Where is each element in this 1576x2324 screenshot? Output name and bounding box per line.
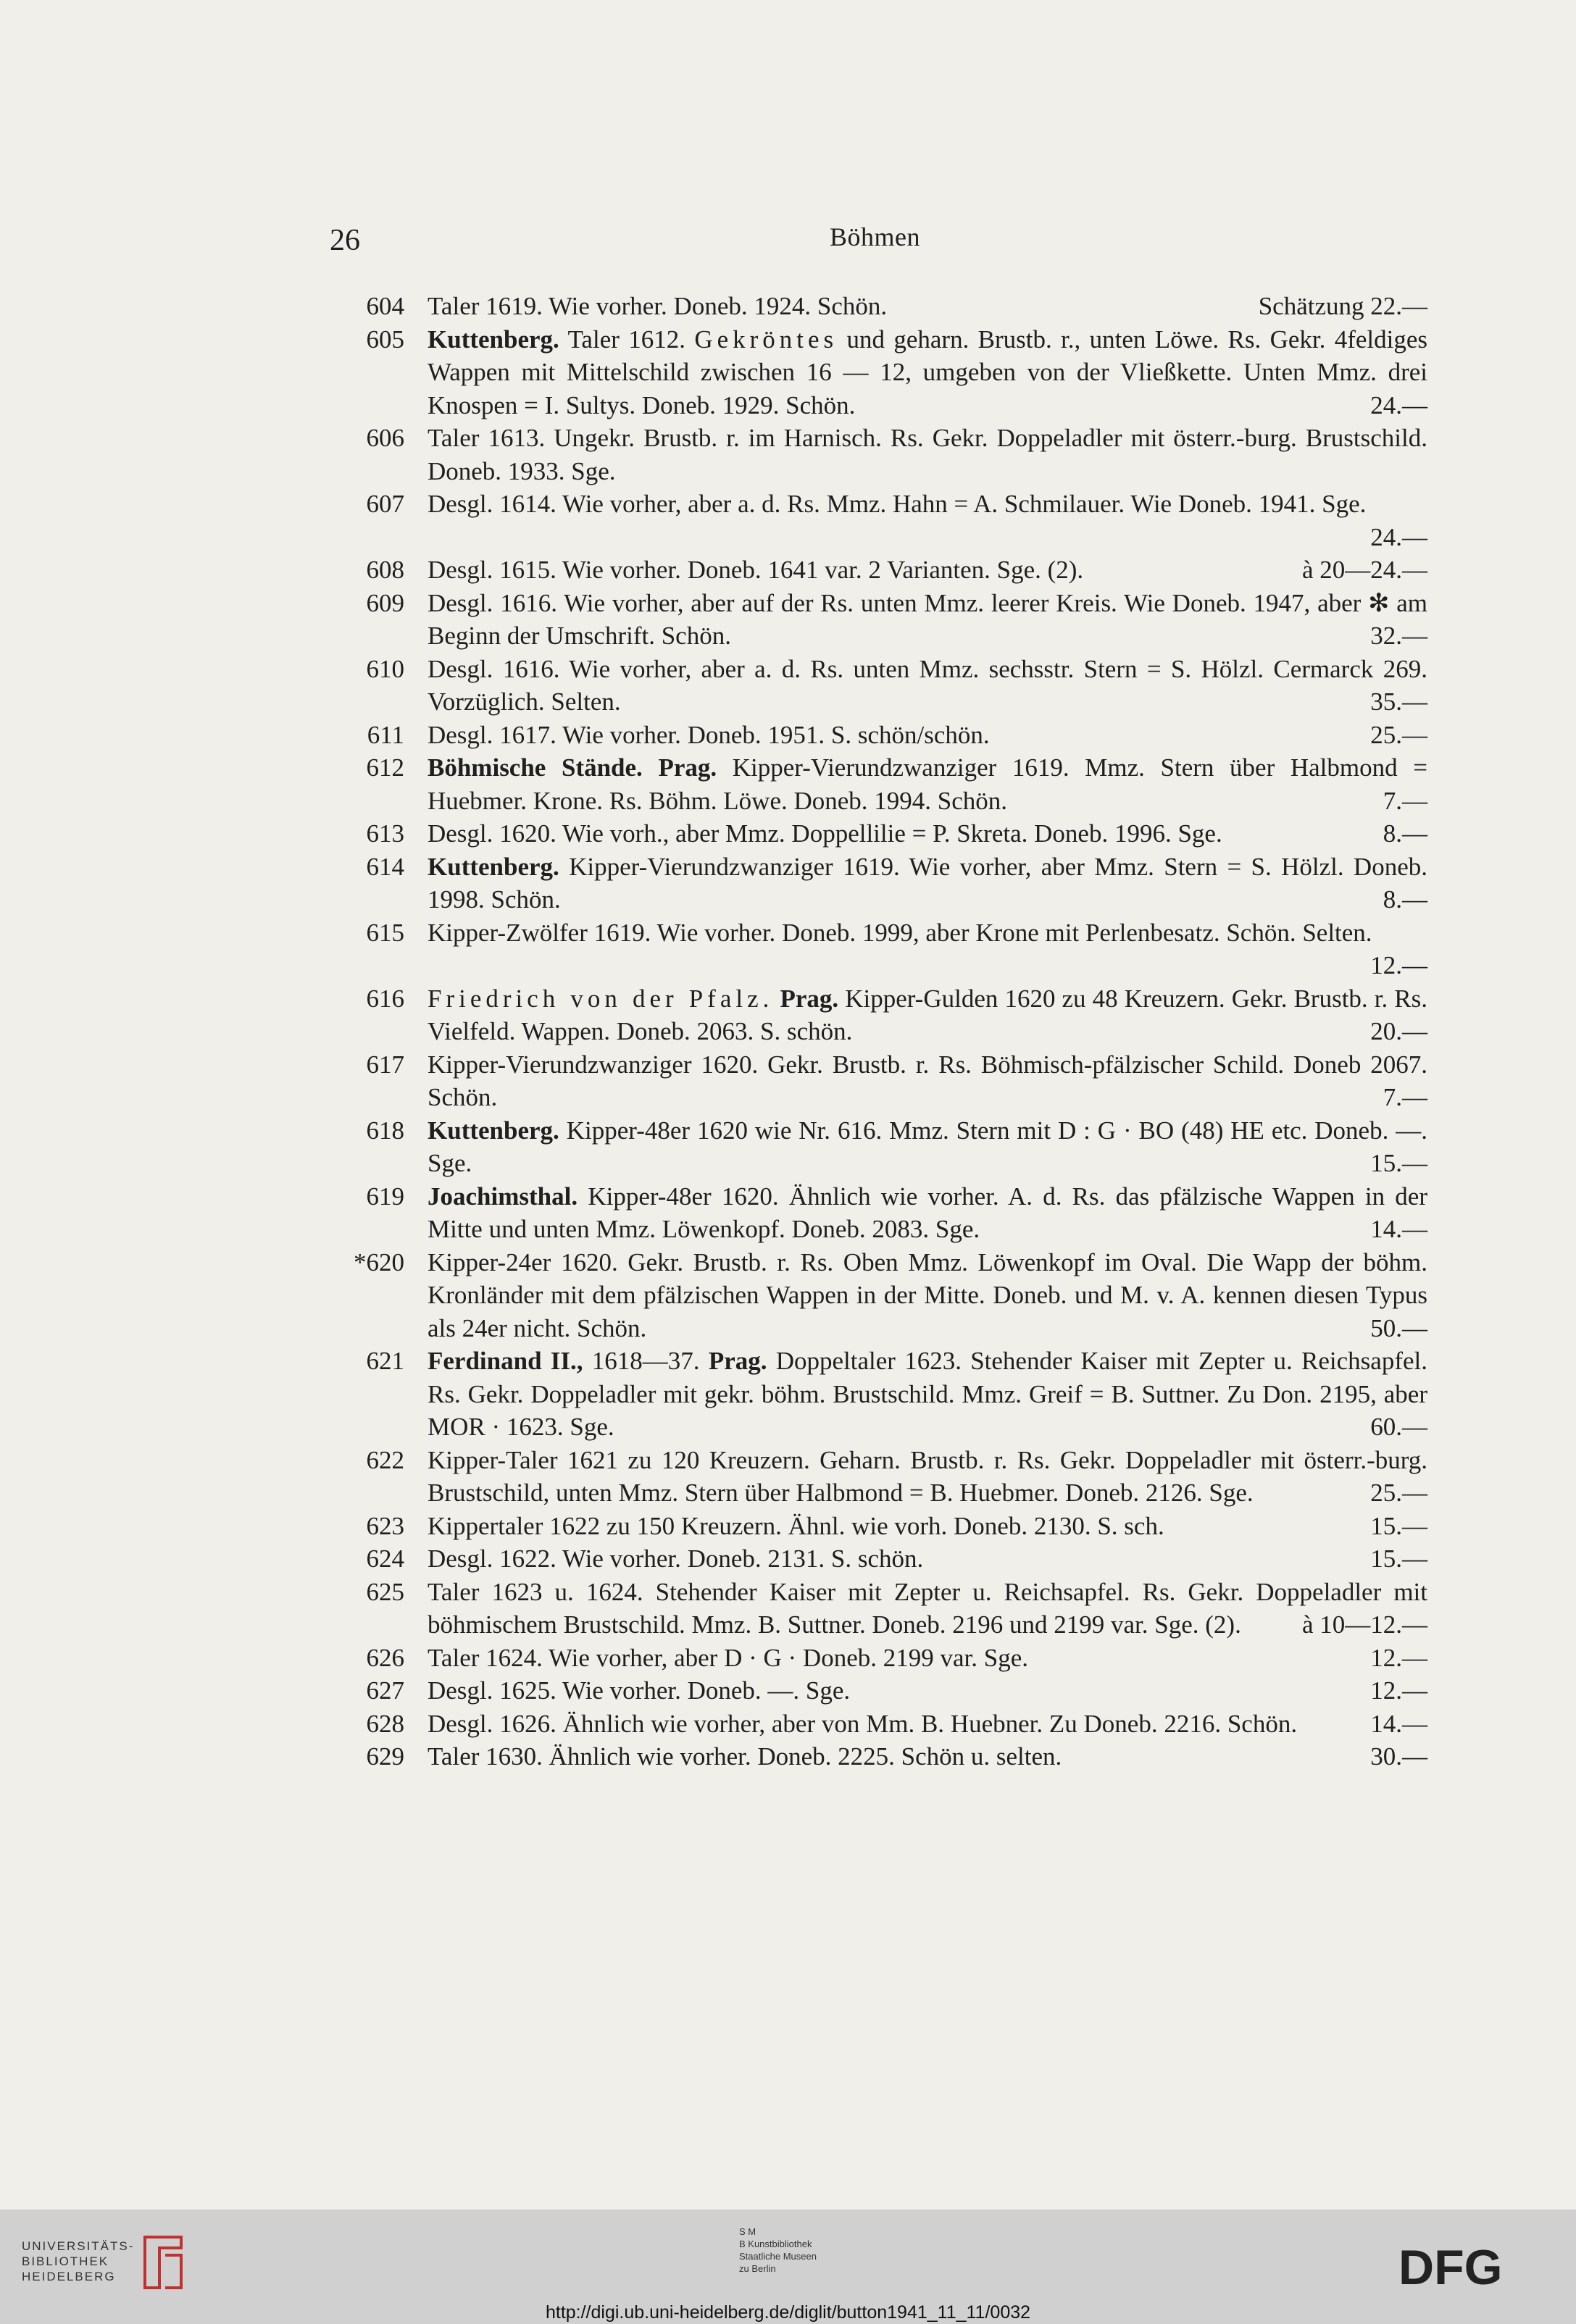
entry-text: Kuttenberg. xyxy=(428,325,559,354)
entry-price: 15.— xyxy=(1370,1149,1427,1177)
entry-price: 12.— xyxy=(1370,1676,1427,1705)
catalog-entry xyxy=(341,422,1427,488)
entry-description xyxy=(428,751,1427,817)
catalog-entry xyxy=(341,1180,1427,1246)
entry-price: 15.— xyxy=(1370,1545,1427,1573)
entry-text: Desgl. 1620. Wie vorh., aber Mmz. Doppellilie = P. Skreta. Doneb. 1996. Sge. xyxy=(428,819,1222,848)
entry-price: 12.— xyxy=(1370,1643,1427,1672)
entry-number: 606 xyxy=(366,424,404,452)
catalog-entry xyxy=(341,719,1427,752)
catalog-entry xyxy=(341,1510,1427,1543)
catalog-entry xyxy=(341,982,1427,1048)
entry-description xyxy=(428,1444,1427,1510)
entry-text: Taler 1623 u. 1624. Stehender Kaiser mit Zepter u. Reichsapfel. Rs. Gekr. Doppeladler mit böhmischem Brustschild. Mmz. B. Suttner. Doneb. 2196 und 2199 var. Sge. (2). xyxy=(428,1577,1427,1639)
catalog-entry xyxy=(341,1444,1427,1510)
entry-text: Friedrich von der Pfalz. xyxy=(428,984,774,1013)
entry-text: Prag. xyxy=(780,984,839,1013)
entry-number: 619 xyxy=(366,1182,404,1211)
catalog-entry xyxy=(341,1246,1427,1345)
entry-description xyxy=(428,1114,1427,1180)
catalog-entry xyxy=(341,850,1427,916)
entry-number: 613 xyxy=(366,819,404,848)
catalog-entry xyxy=(341,587,1427,653)
entry-text: Doppeltaler 1623. Stehender Kaiser mit Zepter u. Reichsapfel. Rs. Gekr. Doppeladler mit gekr. böhm. Brustschild. Mmz. Greif = B. Suttner. Zu Don. 2195, aber MOR · 1623. Sge. xyxy=(428,1347,1428,1441)
entry-number: 615 xyxy=(366,918,404,947)
entry-text: Kipper-48er 1620 wie Nr. 616. Mmz. Stern mit D : G · BO (48) HE etc. Doneb. —. Sge. xyxy=(428,1116,1427,1177)
entry-description xyxy=(428,817,1427,850)
entry-price: 15.— xyxy=(1370,1511,1427,1540)
entry-text: Joachimsthal. xyxy=(428,1182,578,1211)
entry-price: 35.— xyxy=(1370,687,1427,716)
catalog-entry xyxy=(341,1576,1427,1642)
entry-description xyxy=(428,850,1427,916)
entry-text: Taler 1630. Ähnlich wie vorher. Doneb. 2225. Schön u. selten. xyxy=(428,1742,1062,1771)
entry-number: 611 xyxy=(367,720,404,749)
entry-number: 622 xyxy=(366,1445,404,1474)
entry-text: Kipper-Vierundzwanziger 1619. Mmz. Stern über Halbmond = Huebmer. Krone. Rs. Böhm. Löwe. Doneb. 1994. Schön. xyxy=(428,753,1427,815)
entry-number: 616 xyxy=(366,984,404,1013)
catalog-entries xyxy=(341,290,1427,1773)
entry-number: 626 xyxy=(366,1643,404,1672)
entry-text: Gekröntes xyxy=(694,325,838,354)
entry-price: 20.— xyxy=(1370,1017,1427,1045)
entry-text: Böhmische Stände. xyxy=(428,753,643,782)
entry-description xyxy=(428,1674,1427,1708)
running-head: Böhmen xyxy=(830,222,920,251)
entry-number: *620 xyxy=(354,1247,404,1276)
entry-description xyxy=(428,1180,1427,1246)
entry-number: 609 xyxy=(366,588,404,617)
entry-price: 30.— xyxy=(1370,1742,1427,1771)
viewer-footer xyxy=(0,2210,1576,2324)
entry-number: 618 xyxy=(366,1116,404,1145)
catalog-entry xyxy=(341,817,1427,850)
entry-text: 1618—37. xyxy=(583,1347,709,1375)
entry-text: Prag. xyxy=(658,753,717,782)
entry-description xyxy=(428,587,1427,653)
entry-text: Kipper-48er 1620. Ähnlich wie vorher. A. d. Rs. das pfälzische Wappen in der Mitte und unten Mmz. Löwenkopf. Doneb. 2083. Sge. xyxy=(428,1182,1427,1243)
entry-price: à 20—24.— xyxy=(1301,556,1427,584)
entry-number: 614 xyxy=(366,852,404,881)
entry-price: 24.— xyxy=(1370,522,1427,551)
entry-text: Kipper-Zwölfer 1619. Wie vorher. Doneb. 1999, aber Krone mit Perlenbesatz. Schön. Selten. xyxy=(428,918,1372,947)
entry-text: Kipper-Taler 1621 zu 120 Kreuzern. Geharn. Brustb. r. Rs. Gekr. Doppeladler mit österr.-burg. Brustschild, unten Mmz. Stern über Halbmond = B. Huebmer. Doneb. 2126. Sge. xyxy=(428,1445,1427,1507)
entry-number: 625 xyxy=(366,1577,404,1606)
entry-description xyxy=(428,719,1427,752)
museum-stamp: S M B Kunstbibliothek Staatliche Museen zu Berlin xyxy=(739,2226,817,2274)
entry-text: Kipper-Vierundzwanziger 1619. Wie vorher, aber Mmz. Stern = S. Hölzl. Doneb. 1998. Schön. xyxy=(428,852,1427,914)
entry-description xyxy=(428,290,1427,323)
entry-text: Prag. xyxy=(708,1347,767,1375)
entry-price: 7.— xyxy=(1383,1083,1427,1111)
entry-description xyxy=(428,323,1427,422)
entry-description xyxy=(428,553,1427,587)
entry-text: Kipper-Vierundzwanziger 1620. Gekr. Brustb. r. Rs. Böhmisch-pfälzischer Schild. Doneb 2067. Schön. xyxy=(428,1050,1427,1111)
entry-text: Desgl. 1622. Wie vorher. Doneb. 2131. S. schön. xyxy=(428,1545,924,1573)
entry-description xyxy=(428,1740,1427,1773)
entry-number: 627 xyxy=(366,1676,404,1705)
entry-price: 25.— xyxy=(1370,720,1427,749)
page-number: 26 xyxy=(330,224,360,257)
catalog-entry xyxy=(341,553,1427,587)
svg-text:DFG: DFG xyxy=(1398,2242,1503,2293)
catalog-entry xyxy=(341,751,1427,817)
entry-price: à 10—12.— xyxy=(1301,1610,1427,1639)
entry-number: 605 xyxy=(366,325,404,354)
entry-text: Desgl. 1616. Wie vorher, aber a. d. Rs. unten Mmz. sechsstr. Stern = S. Hölzl. Cermarck 269. Vorzüglich. Selten. xyxy=(428,654,1427,716)
catalog-entry xyxy=(341,1674,1427,1708)
entry-text: Kippertaler 1622 zu 150 Kreuzern. Ähnl. wie vorh. Doneb. 2130. S. sch. xyxy=(428,1511,1164,1540)
entry-number: 607 xyxy=(366,490,404,518)
entry-description xyxy=(428,1542,1427,1576)
entry-text: Desgl. 1615. Wie vorher. Doneb. 1641 var. 2 Varianten. Sge. (2). xyxy=(428,556,1084,584)
entry-number: 628 xyxy=(366,1709,404,1738)
entry-text: Desgl. 1625. Wie vorher. Doneb. —. Sge. xyxy=(428,1676,851,1705)
entry-number: 623 xyxy=(366,1511,404,1540)
entry-price: 32.— xyxy=(1370,622,1427,650)
entry-number: 604 xyxy=(366,292,404,320)
entry-description xyxy=(428,1510,1427,1543)
source-url-link[interactable]: http://digi.ub.uni-heidelberg.de/diglit/button1941_11_11/0032 xyxy=(545,2302,1031,2323)
entry-text: Kipper-Gulden 1620 zu 48 Kreuzern. Gekr. Brustb. r. Rs. Vielfeld. Wappen. Doneb. 2063. S. schön. xyxy=(428,984,1427,1045)
entry-price: 8.— xyxy=(1383,885,1427,914)
entry-number: 629 xyxy=(366,1742,404,1771)
university-emblem-icon xyxy=(138,2230,188,2295)
catalog-entry xyxy=(341,290,1427,323)
entry-price: 50.— xyxy=(1370,1313,1427,1342)
entry-text: Ferdinand II., xyxy=(428,1347,583,1375)
entry-text: Desgl. 1617. Wie vorher. Doneb. 1951. S. schön/schön. xyxy=(428,720,990,749)
catalog-entry xyxy=(341,323,1427,422)
catalog-entry xyxy=(341,488,1427,553)
entry-price: 24.— xyxy=(1370,390,1427,419)
entry-description xyxy=(428,1708,1427,1741)
entry-number: 610 xyxy=(366,654,404,683)
catalog-entry xyxy=(341,1740,1427,1773)
entry-number: 624 xyxy=(366,1545,404,1573)
entry-description xyxy=(428,1345,1427,1444)
entry-price: 8.— xyxy=(1383,819,1427,848)
entry-price: 7.— xyxy=(1383,786,1427,815)
university-library-logo[interactable]: UNIVERSITÄTS- BIBLIOTHEK HEIDELBERG xyxy=(22,2239,135,2283)
entry-price: 60.— xyxy=(1370,1413,1427,1441)
entry-description xyxy=(428,982,1427,1048)
entry-text: Taler 1612. xyxy=(559,325,695,354)
entry-text xyxy=(643,753,659,782)
entry-description xyxy=(428,422,1427,488)
entry-description xyxy=(428,1048,1427,1114)
entry-text: Taler 1624. Wie vorher, aber D · G · Doneb. 2199 var. Sge. xyxy=(428,1643,1028,1672)
entry-description xyxy=(428,488,1427,553)
entry-text: Kuttenberg. xyxy=(428,852,559,881)
entry-price: Schätzung 22.— xyxy=(1258,292,1427,320)
entry-description xyxy=(428,916,1427,982)
catalog-entry xyxy=(341,1114,1427,1180)
entry-price: 14.— xyxy=(1370,1215,1427,1243)
entry-price: 14.— xyxy=(1370,1709,1427,1738)
entry-description xyxy=(428,1642,1427,1675)
dfg-logo[interactable] xyxy=(1398,2242,1543,2293)
entry-description xyxy=(428,653,1427,719)
entry-description xyxy=(428,1576,1427,1642)
catalog-entry xyxy=(341,653,1427,719)
entry-text: Kipper-24er 1620. Gekr. Brustb. r. Rs. Oben Mmz. Löwenkopf im Oval. Die Wapp der böhm. Kronländer mit dem pfälzischen Wappen in der Mitte. Doneb. und M. v. A. kennen diesen Typus als 24er nicht. Schön. xyxy=(428,1247,1427,1342)
entry-text: Desgl. 1626. Ähnlich wie vorher, aber von Mm. B. Huebner. Zu Doneb. 2216. Schön. xyxy=(428,1709,1298,1738)
catalog-entry xyxy=(341,1048,1427,1114)
entry-text: Taler 1613. Ungekr. Brustb. r. im Harnisch. Rs. Gekr. Doppeladler mit österr.-burg. Brustschild. Doneb. 1933. Sge. xyxy=(428,424,1427,485)
entry-price: 12.— xyxy=(1370,951,1427,979)
catalog-entry xyxy=(341,916,1427,982)
catalog-entry xyxy=(341,1542,1427,1576)
entry-text: Desgl. 1614. Wie vorher, aber a. d. Rs. Mmz. Hahn = A. Schmilauer. Wie Doneb. 1941. Sge. xyxy=(428,490,1367,518)
entry-number: 612 xyxy=(366,753,404,782)
entry-text: Desgl. 1616. Wie vorher, aber auf der Rs. unten Mmz. leerer Kreis. Wie Doneb. 1947, aber ✻ am Beginn der Umschrift. Schön. xyxy=(428,588,1427,650)
entry-text: Kuttenberg. xyxy=(428,1116,559,1145)
catalog-entry xyxy=(341,1345,1427,1444)
catalog-entry xyxy=(341,1642,1427,1675)
entry-description xyxy=(428,1246,1427,1345)
entry-text: und geharn. Brustb. r., unten Löwe. Rs. Gekr. 4feldiges Wappen mit Mittelschild zwischen 16 — 12, umgeben von der Vließkette. Unten Mmz. drei Knospen = I. Sultys. Doneb. 1929. Schön. xyxy=(428,325,1427,419)
entry-text: Taler 1619. Wie vorher. Doneb. 1924. Schön. xyxy=(428,292,888,320)
entry-number: 617 xyxy=(366,1050,404,1079)
entry-price: 25.— xyxy=(1370,1479,1427,1507)
catalog-entry xyxy=(341,1708,1427,1741)
entry-number: 621 xyxy=(366,1347,404,1375)
entry-number: 608 xyxy=(366,556,404,584)
